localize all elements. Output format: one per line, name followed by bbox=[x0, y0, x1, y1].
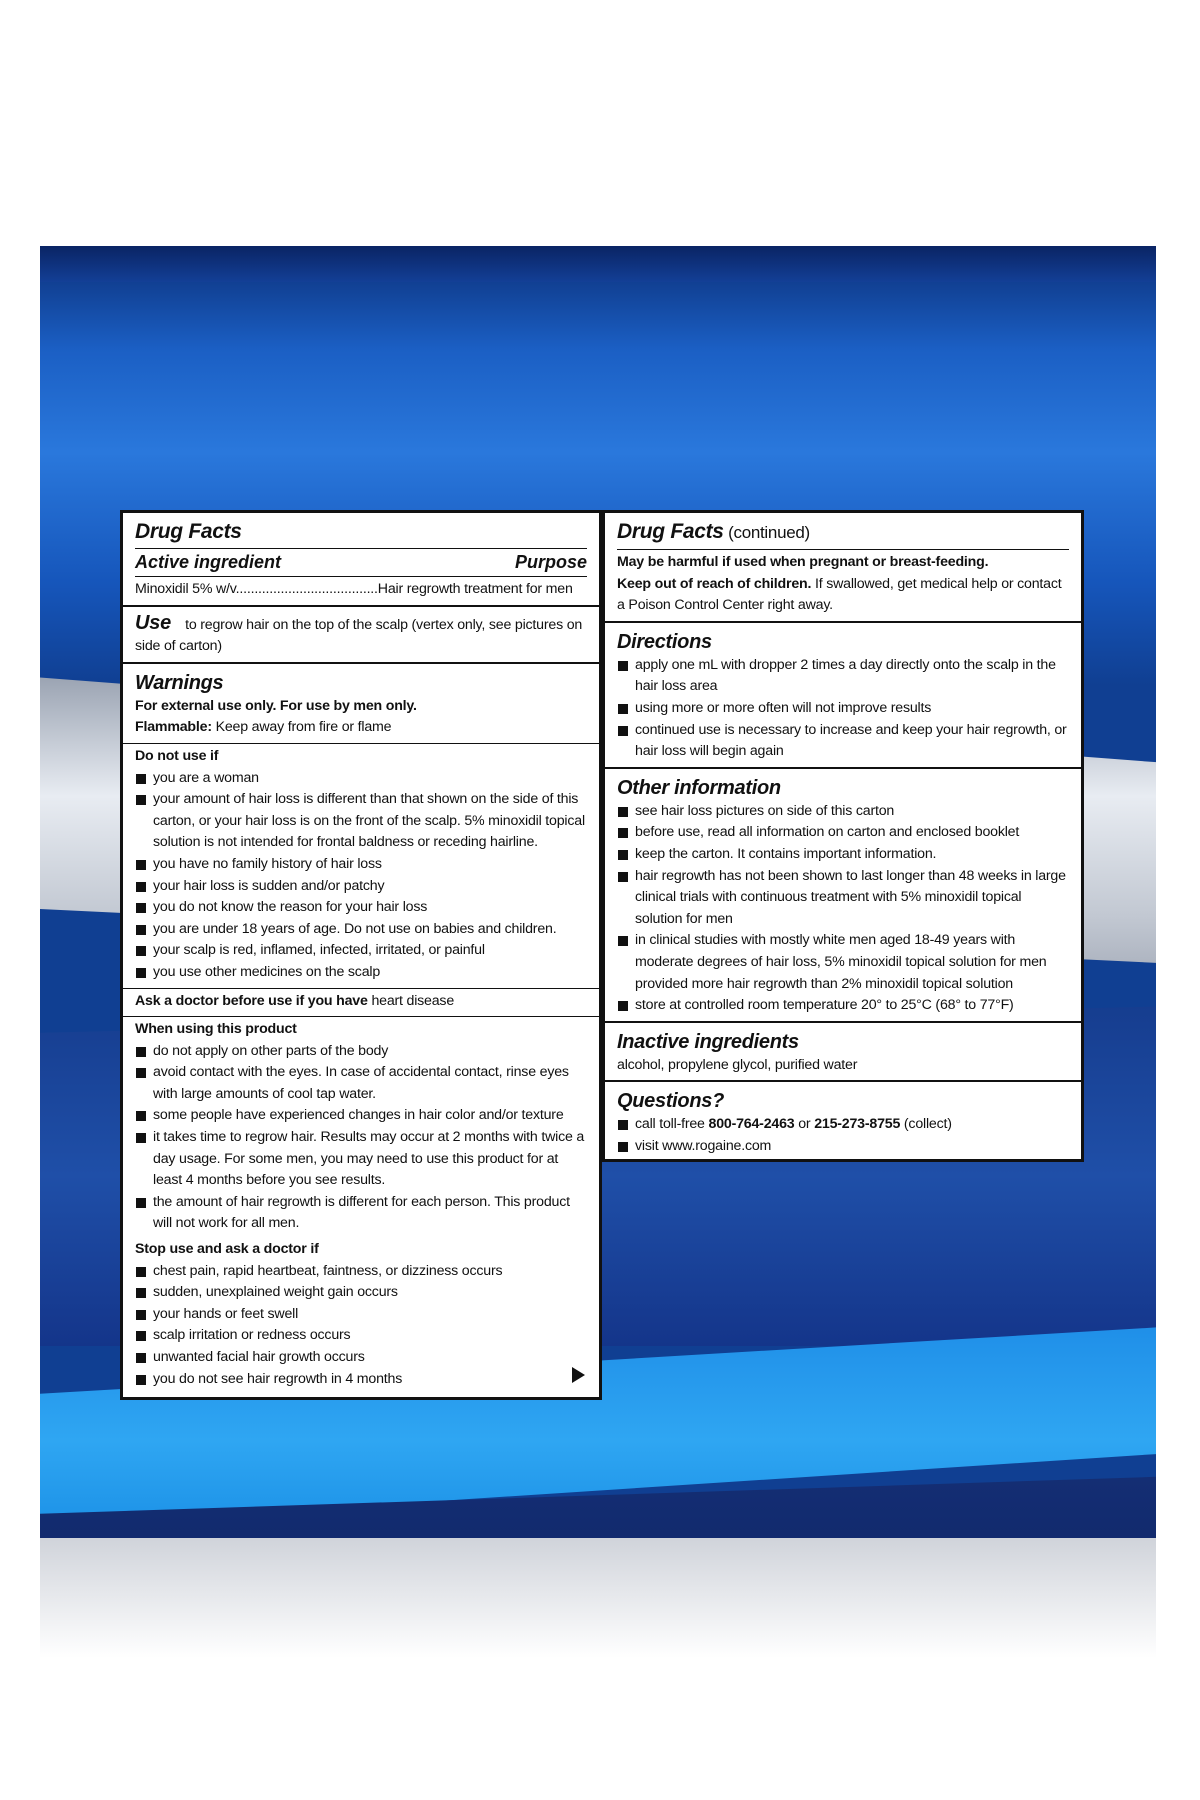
directions-list bbox=[617, 655, 1069, 763]
drug-facts-panel-right bbox=[602, 510, 1084, 1162]
ingredient-line: Minoxidil 5% w/v......................................Hair regrowth treatment for men bbox=[135, 581, 573, 597]
when-using-list bbox=[135, 1041, 587, 1235]
carton-reflection bbox=[40, 1538, 1156, 1658]
list-item: sudden, unexplained weight gain occurs bbox=[135, 1282, 587, 1304]
keep-out-label: Keep out of reach of children. bbox=[617, 575, 812, 592]
questions-list bbox=[617, 1114, 1069, 1157]
list-item: you use other medicines on the scalp bbox=[135, 962, 587, 984]
list-item: it takes time to regrow hair. Results may occur at 2 months with twice a day usage. For some men, you may need to use this product for at least 4 months before you see results. bbox=[135, 1127, 587, 1192]
list-item: your amount of hair loss is different than that shown on the side of this carton, or your hair loss is on the front of the scalp. 5% minoxidil topical solution is not intended for frontal baldness or receding hairline. bbox=[135, 789, 587, 854]
warnings-label: Warnings bbox=[135, 671, 224, 694]
list-item: visit www.rogaine.com bbox=[617, 1136, 1069, 1158]
list-item bbox=[617, 1114, 1069, 1136]
list-item: your hair loss is sudden and/or patchy bbox=[135, 876, 587, 898]
ask-doctor-label: Ask a doctor before use if you have bbox=[135, 992, 368, 1009]
list-item: apply one mL with dropper 2 times a day directly onto the scalp in the hair loss area bbox=[617, 655, 1069, 698]
list-item: your hands or feet swell bbox=[135, 1304, 587, 1326]
inactive-ingredients-text: alcohol, propylene glycol, purified water bbox=[617, 1056, 858, 1073]
stop-use-label: Stop use and ask a doctor if bbox=[135, 1241, 319, 1258]
other-information-list bbox=[617, 801, 1069, 1017]
questions-label: Questions? bbox=[617, 1090, 725, 1113]
do-not-use-label: Do not use if bbox=[135, 747, 219, 764]
active-ingredient-label: Active ingredient bbox=[135, 552, 282, 572]
other-information-section bbox=[605, 767, 1081, 1021]
list-item: you do not know the reason for your hair loss bbox=[135, 897, 587, 919]
stop-use-list bbox=[135, 1261, 587, 1391]
ask-doctor-text: heart disease bbox=[371, 992, 455, 1009]
carton-top-edge bbox=[40, 246, 1156, 282]
list-item: you are a woman bbox=[135, 768, 587, 790]
list-item: you have no family history of hair loss bbox=[135, 854, 587, 876]
continued-label: (continued) bbox=[728, 523, 810, 542]
flammable-text: Keep away from fire or flame bbox=[215, 719, 392, 736]
warnings-section bbox=[123, 662, 599, 1394]
use-text: to regrow hair on the top of the scalp (vertex only, see pictures on side of carton) bbox=[135, 616, 583, 655]
triangle-right-icon bbox=[572, 1367, 585, 1383]
list-item: chest pain, rapid heartbeat, faintness, or dizziness occurs bbox=[135, 1261, 587, 1283]
list-item: hair regrowth has not been shown to last longer than 48 weeks in large clinical trials with continuous treatment with 5% minoxidil topical solution for men bbox=[617, 866, 1069, 931]
drug-facts-title: Drug Facts bbox=[135, 520, 242, 543]
list-item: keep the carton. It contains important information. bbox=[617, 844, 1069, 866]
list-item: do not apply on other parts of the body bbox=[135, 1041, 587, 1063]
active-ingredient-section bbox=[123, 513, 599, 605]
list-item: you are under 18 years of age. Do not use on babies and children. bbox=[135, 919, 587, 941]
when-using-label: When using this product bbox=[135, 1021, 297, 1038]
list-item: unwanted facial hair growth occurs bbox=[135, 1347, 587, 1369]
external-use-text: For external use only. For use by men only. bbox=[135, 697, 417, 714]
list-item: scalp irritation or redness occurs bbox=[135, 1325, 587, 1347]
continued-header-section bbox=[605, 513, 1081, 621]
list-item: see hair loss pictures on side of this carton bbox=[617, 801, 1069, 823]
use-section bbox=[123, 605, 599, 662]
call-prefix: call toll-free bbox=[635, 1116, 705, 1133]
phone-number-collect: 215-273-8755 bbox=[814, 1116, 901, 1133]
directions-section bbox=[605, 621, 1081, 767]
do-not-use-list bbox=[135, 768, 587, 984]
drug-facts-title-continued: Drug Facts bbox=[617, 520, 724, 543]
questions-section bbox=[605, 1080, 1081, 1161]
list-item: using more or more often will not improve results bbox=[617, 698, 1069, 720]
pregnant-warning: May be harmful if used when pregnant or breast-feeding. bbox=[617, 554, 989, 570]
use-label: Use bbox=[135, 611, 172, 634]
list-item: your scalp is red, inflamed, infected, irritated, or painful bbox=[135, 940, 587, 962]
phone-number-tollfree: 800-764-2463 bbox=[708, 1116, 795, 1133]
call-suffix: (collect) bbox=[903, 1116, 952, 1133]
keep-out-text: If swallowed, get medical help or contact a Poison Control Center right away. bbox=[617, 575, 1062, 614]
list-item: store at controlled room temperature 20° to 25°C (68° to 77°F) bbox=[617, 995, 1069, 1017]
flammable-label: Flammable: bbox=[135, 719, 212, 736]
list-item: in clinical studies with mostly white men aged 18-49 years with moderate degrees of hair loss, 5% minoxidil topical solution for men provided more hair regrowth than 2% minoxidil topical solution bbox=[617, 930, 1069, 995]
list-item: before use, read all information on carton and enclosed booklet bbox=[617, 822, 1069, 844]
inactive-ingredients-label: Inactive ingredients bbox=[617, 1030, 799, 1053]
list-item: continued use is necessary to increase and keep your hair regrowth, or hair loss will begin again bbox=[617, 720, 1069, 763]
list-item: some people have experienced changes in hair color and/or texture bbox=[135, 1105, 587, 1127]
inactive-ingredients-section bbox=[605, 1021, 1081, 1081]
list-item: you do not see hair regrowth in 4 months bbox=[135, 1369, 587, 1391]
call-or: or bbox=[798, 1116, 811, 1133]
list-item: avoid contact with the eyes. In case of accidental contact, rinse eyes with large amounts of cool tap water. bbox=[135, 1062, 587, 1105]
list-item: the amount of hair regrowth is different for each person. This product will not work for all men. bbox=[135, 1192, 587, 1235]
directions-label: Directions bbox=[617, 630, 712, 653]
other-information-label: Other information bbox=[617, 776, 781, 799]
drug-facts-panel-left bbox=[120, 510, 602, 1400]
purpose-label: Purpose bbox=[514, 552, 587, 572]
